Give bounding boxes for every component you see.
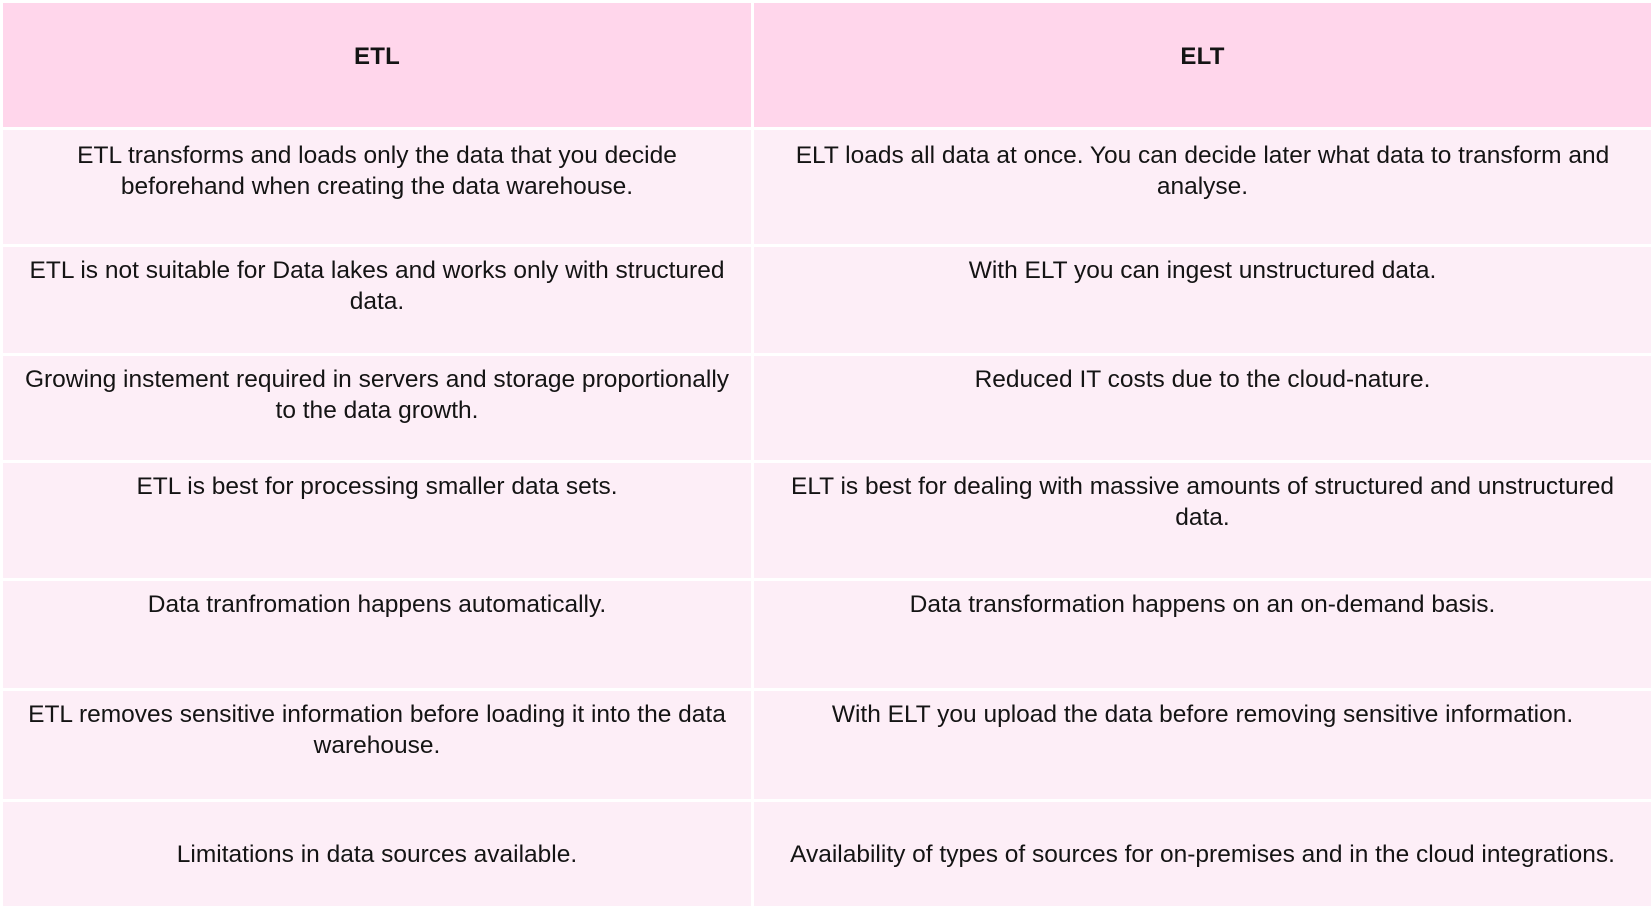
table-row (3, 463, 1651, 578)
etl-cell: ETL transforms and loads only the data that you decide beforehand when creating the data warehouse. (3, 130, 751, 244)
header-etl: ETL (3, 3, 751, 127)
etl-cell: ETL removes sensitive information before loading it into the data warehouse. (3, 691, 751, 799)
header-row (3, 3, 1651, 127)
table-row (3, 802, 1651, 906)
elt-cell: Reduced IT costs due to the cloud-nature. (754, 356, 1651, 460)
elt-cell: Data transformation happens on an on-demand basis. (754, 581, 1651, 688)
header-elt: ELT (754, 3, 1651, 127)
etl-cell: Data tranfromation happens automatically. (3, 581, 751, 688)
etl-cell: ETL is best for processing smaller data sets. (3, 463, 751, 578)
table-row (3, 130, 1651, 244)
table-row (3, 247, 1651, 353)
elt-cell: ELT is best for dealing with massive amounts of structured and unstructured data. (754, 463, 1651, 578)
elt-cell: With ELT you can ingest unstructured data. (754, 247, 1651, 353)
etl-cell: Growing instement required in servers and storage proportionally to the data growth. (3, 356, 751, 460)
elt-cell: ELT loads all data at once. You can decide later what data to transform and analyse. (754, 130, 1651, 244)
elt-cell: Availability of types of sources for on-premises and in the cloud integrations. (754, 802, 1651, 906)
table-row (3, 356, 1651, 460)
etl-cell: Limitations in data sources available. (3, 802, 751, 906)
elt-cell: With ELT you upload the data before removing sensitive information. (754, 691, 1651, 799)
etl-cell: ETL is not suitable for Data lakes and works only with structured data. (3, 247, 751, 353)
table-row (3, 691, 1651, 799)
table-row (3, 581, 1651, 688)
